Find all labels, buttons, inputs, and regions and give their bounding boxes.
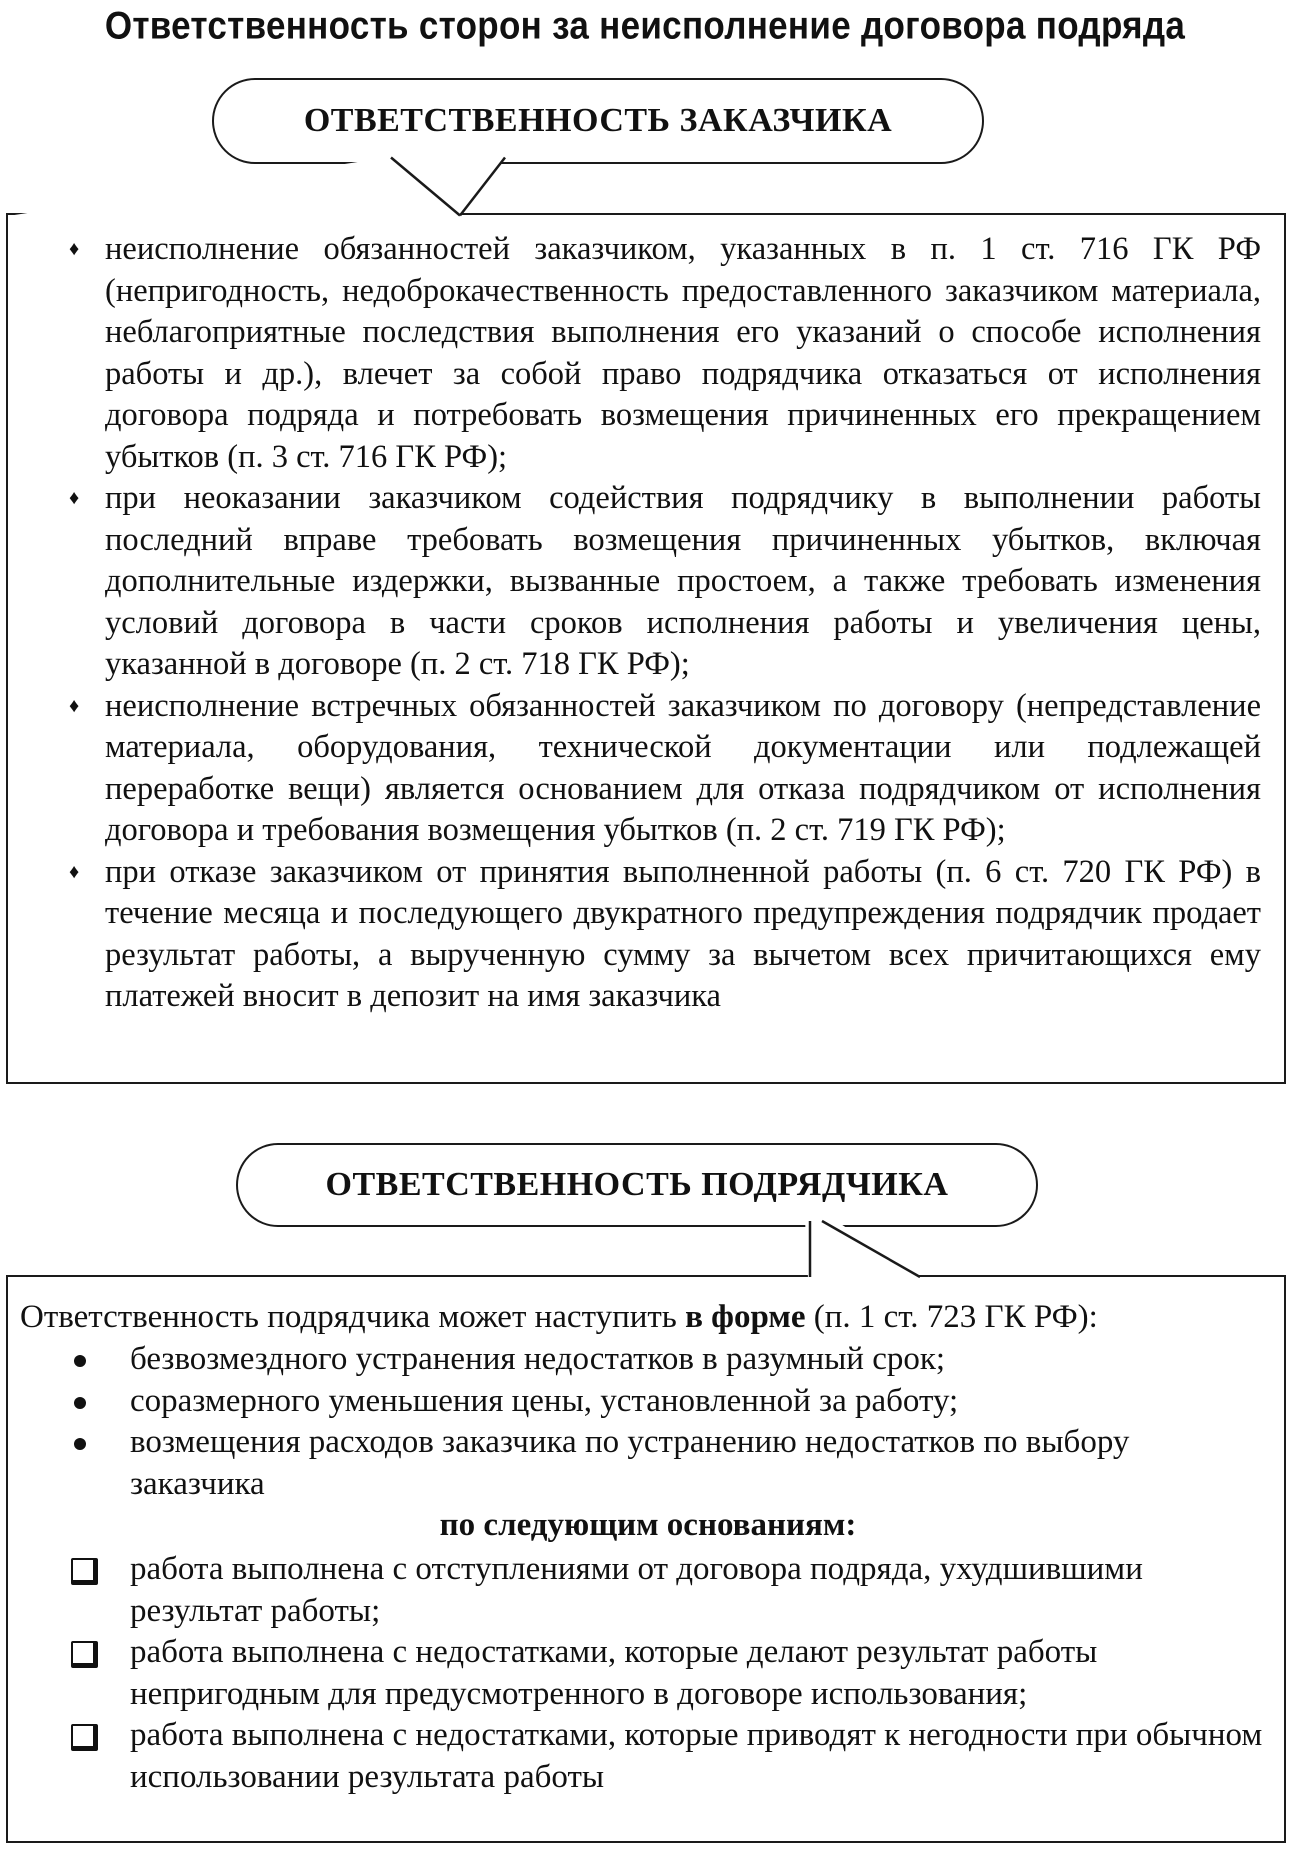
- contractor-heading: ОТВЕТСТВЕННОСТЬ ПОДРЯДЧИКА: [325, 1166, 949, 1203]
- list-item-text: неисполнение встречных обязанностей заказчиком по договору (непредставление материала, оборудования, технической документации или подлежащей переработке вещи) является основанием для отказа подрядчиком от исполнения договора и требования возмещения убытков (п. 2 ст. 719 ГК РФ);: [105, 687, 1261, 848]
- list-item-text: работа выполнена с недостатками, которые делают результат работы непригодным для предусмотренного в договоре использования;: [130, 1634, 1098, 1712]
- list-item-text: работа выполнена с недостатками, которые приводят к негодности при обычном использовании результата работы: [130, 1717, 1263, 1795]
- intro-bold-text: в форме: [685, 1299, 806, 1335]
- diamond-bullet-icon: ♦: [69, 487, 80, 509]
- list-item-text: безвозмездного устранения недостатков в разумный срок;: [130, 1341, 946, 1377]
- list-item-text: работа выполнена с отступлениями от договора подряда, ухудшившими результат работы;: [130, 1551, 1143, 1629]
- customer-heading: ОТВЕТСТВЕННОСТЬ ЗАКАЗЧИКА: [303, 102, 893, 139]
- list-item-text: при неоказании заказчиком содействия подрядчику в выполнении работы последний вправе требовать возмещения причиненных убытков, включая дополнительные издержки, вызванные простоем, а также требовать изменения условий договора в части сроков исполнения работы и увеличения цены, указанной в договоре (п. 2 ст. 718 ГК РФ);: [105, 480, 1261, 682]
- intro-text: Ответственность подрядчика может наступить: [20, 1299, 686, 1335]
- diamond-bullet-icon: ♦: [69, 860, 80, 883]
- list-item-text: возмещения расходов заказчика по устранению недостатков по выбору заказчика: [130, 1424, 1130, 1502]
- grounds-heading: по следующим основаниям:: [439, 1507, 857, 1543]
- diamond-bullet-icon: ♦: [69, 694, 80, 717]
- page-title: Ответственность сторон за неисполнение договора подряда: [104, 3, 1186, 48]
- list-item-text: при отказе заказчиком от принятия выполненной работы (п. 6 ст. 720 ГК РФ) в течение месяца и последующего двукратного предупреждения подрядчик продает результат работы, а вырученную сумму за вычетом всех причитающихся ему платежей вносит в депозит на имя заказчика: [105, 853, 1261, 1014]
- list-item-text: соразмерного уменьшения цены, установленной за работу;: [130, 1382, 959, 1419]
- intro-text-end: (п. 1 ст. 723 ГК РФ):: [805, 1299, 1098, 1335]
- list-item-text: неисполнение обязанностей заказчиком, указанных в п. 1 ст. 716 ГК РФ (непригодность, недоброкачественность предоставленного заказчиком материала, неблагоприятные последствия выполнения его указаний о способе исполнения работы и др.), влечет за собой право подрядчика отказаться от исполнения договора подряда и потребовать возмещения причиненных его прекращением убытков (п. 3 ст. 716 ГК РФ);: [105, 231, 1261, 475]
- diamond-bullet-icon: ♦: [69, 238, 80, 260]
